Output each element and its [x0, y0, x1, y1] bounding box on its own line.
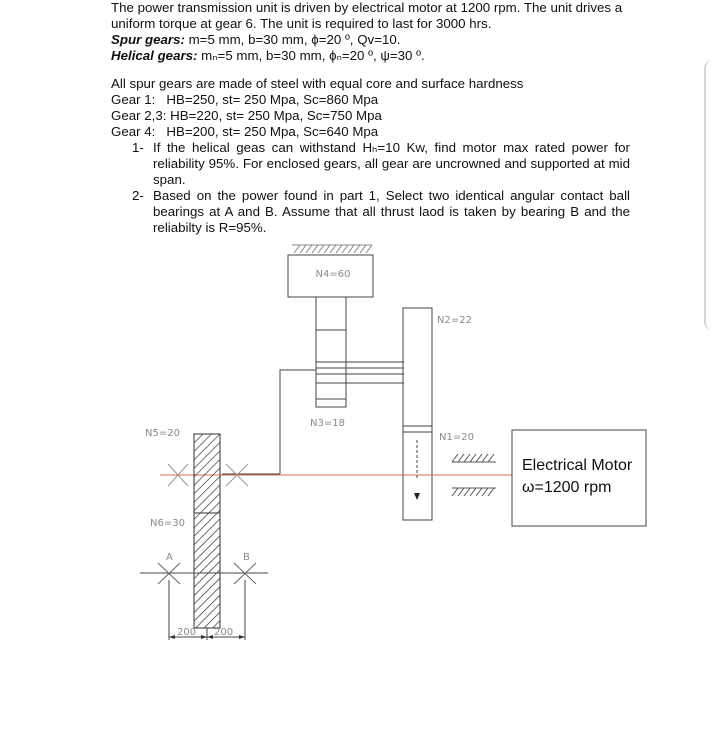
bearing-b-label: B [243, 552, 250, 563]
intro-line-2: uniform torque at gear 6. The unit is required to last for 3000 hrs. [111, 16, 492, 31]
question-number: 1- [132, 140, 144, 155]
motor-bearing-bottom [452, 488, 496, 496]
gear-5-label: N5=20 [145, 428, 180, 439]
materials-heading: All spur gears are made of steel with equal core and surface hardness [111, 76, 524, 91]
gear-2-label: N2=22 [437, 315, 472, 326]
down-arrow-icon [414, 493, 420, 500]
gear-1-spec: Gear 1: HB=250, st= 250 Mpa, Sc=860 Mpa [111, 92, 379, 107]
helical-gears-label: Helical gears: [111, 48, 198, 63]
gear-6-label: N6=30 [150, 518, 185, 529]
motor-bearing-top [452, 454, 496, 462]
gear-2-gear-1 [403, 308, 432, 520]
gear-2-3-spec: Gear 2,3: HB=220, st= 250 Mpa, Sc=750 Mpa [111, 108, 382, 123]
question-text: If the helical geas can withstand Hₕ=10 Kw, find motor max rated power for reliability 95%. For enclosed gears, all gear are uncrowned and supported at mid span. [153, 140, 630, 187]
bearing-a-label: A [166, 552, 173, 563]
gear-4-label: N4=60 [315, 269, 351, 280]
question-number: 2- [132, 188, 144, 203]
gear-4-spec: Gear 4: HB=200, st= 250 Mpa, Sc=640 Mpa [111, 124, 379, 139]
ground-support-top [292, 245, 372, 253]
spur-gears-label: Spur gears: [111, 32, 185, 47]
intro-line-1: The power transmission unit is driven by electrical motor at 1200 rpm. The unit drives a [111, 0, 623, 15]
gear-5-gear-6 [194, 434, 220, 628]
dimension-left: 200 [177, 627, 197, 638]
motor-speed: ω=1200 rpm [522, 479, 612, 496]
dimension-right: 200 [214, 627, 234, 638]
question-text: Based on the power found in part 1, Select two identical angular contact ball bearings at A and B. Assume that all thrust laod is taken by bearing B and the reliabilty is R=95%. [153, 188, 630, 235]
gear-3-label: N3=18 [310, 418, 345, 429]
gear-1-label: N1=20 [439, 432, 474, 443]
helical-gears-values: mₙ=5 mm, b=30 mm, ϕₙ=20 º, ψ=30 º. [197, 48, 425, 63]
intermediate-shaft [316, 297, 346, 407]
spur-gears-values: m=5 mm, b=30 mm, ϕ=20 º, Qv=10. [184, 32, 401, 47]
motor-title: Electrical Motor [522, 457, 633, 474]
electrical-motor [512, 430, 646, 526]
